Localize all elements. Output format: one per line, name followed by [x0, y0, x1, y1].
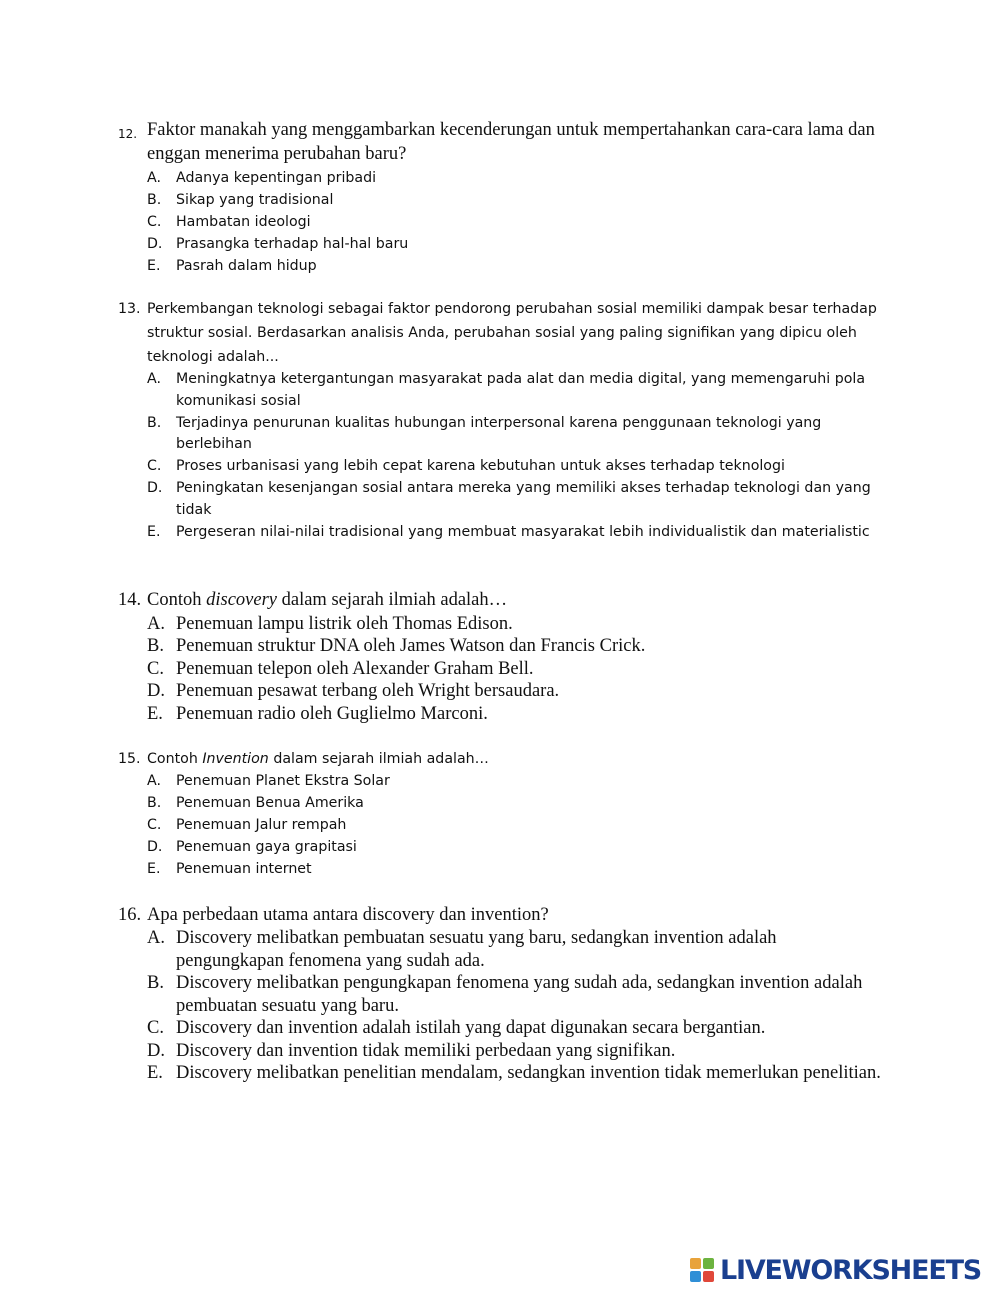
question-number: 15. [118, 751, 141, 767]
option-b[interactable]: B. Sikap yang tradisional [147, 192, 334, 208]
question-16 [118, 903, 888, 1085]
option-d[interactable]: D. Discovery dan invention tidak memiliki perbedaan yang signifikan. [147, 1040, 676, 1061]
italic-term: discovery [206, 590, 277, 610]
question-15 [118, 748, 888, 880]
question-13 [118, 297, 888, 544]
question-text: Contoh discovery dalam sejarah ilmiah adalah… [147, 590, 508, 610]
option-d[interactable]: D. Penemuan pesawat terbang oleh Wright bersaudara. [147, 681, 560, 701]
logo-square [703, 1258, 714, 1269]
option-d[interactable]: D. Prasangka terhadap hal-hal baru [147, 236, 409, 252]
option-c[interactable]: C. Discovery dan invention adalah istilah yang dapat digunakan secara bergantian. [147, 1018, 766, 1038]
option-a[interactable]: A. Meningkatnya ketergantungan masyarakat pada alat dan media digital, yang memengaruhi pola komunikasi sosial [147, 371, 866, 409]
option-d[interactable]: D. Peningkatan kesenjangan sosial antara mereka yang memiliki akses terhadap teknologi dan yang tidak [147, 480, 871, 518]
option-a[interactable]: A. Adanya kepentingan pribadi [147, 170, 377, 186]
option-b[interactable]: B. Penemuan Benua Amerika [147, 795, 364, 811]
option-d[interactable]: D. Penemuan gaya grapitasi [147, 839, 357, 855]
option-e[interactable]: E. Pergeseran nilai-nilai tradisional yang membuat masyarakat lebih individualistik dan materialistic [147, 523, 870, 540]
option-c[interactable]: C. Hambatan ideologi [147, 214, 311, 230]
logo-text: LIVEWORKSHEETS [720, 1254, 982, 1286]
question-text: Apa perbedaan utama antara discovery dan invention? [147, 905, 549, 925]
option-e[interactable]: E. Penemuan radio oleh Guglielmo Marconi. [147, 703, 488, 724]
question-text: Contoh Invention dalam sejarah ilmiah adalah… [147, 751, 489, 767]
question-text: Faktor manakah yang menggambarkan kecenderungan untuk mempertahankan cara-cara lama dan enggan menerima perubahan baru? [147, 120, 875, 164]
logo-square [703, 1271, 714, 1282]
liveworksheets-logo[interactable] [690, 1254, 981, 1286]
option-c[interactable]: C. Penemuan Jalur rempah [147, 817, 347, 833]
italic-term: Invention [202, 751, 269, 767]
option-c[interactable]: C. Proses urbanisasi yang lebih cepat karena kebutuhan untuk akses terhadap teknologi [147, 458, 785, 474]
option-e[interactable]: E. Discovery melibatkan penelitian mendalam, sedangkan invention tidak memerlukan penelitian. [147, 1063, 881, 1083]
option-c[interactable]: C. Penemuan telepon oleh Alexander Graham Bell. [147, 658, 534, 679]
question-number: 12. [118, 127, 138, 141]
question-number: 16. [118, 905, 142, 925]
option-a[interactable]: A. Penemuan lampu listrik oleh Thomas Edison. [147, 613, 513, 634]
logo-square [690, 1271, 701, 1282]
question-number: 13. [118, 301, 141, 317]
option-b[interactable]: B. Discovery melibatkan pengungkapan fenomena yang sudah ada, sedangkan invention adalah pembuatan sesuatu yang baru. [147, 973, 863, 1016]
logo-square [690, 1258, 701, 1269]
option-e[interactable]: E. Penemuan internet [147, 861, 312, 877]
option-e[interactable]: E. Pasrah dalam hidup [147, 258, 317, 274]
question-text: Perkembangan teknologi sebagai faktor pendorong perubahan sosial memiliki dampak besar terhadap struktur sosial. Berdasarkan analisis Anda, perubahan sosial yang paling signifikan yang dipicu oleh teknologi adalah... [147, 301, 877, 365]
option-b[interactable]: B. Terjadinya penurunan kualitas hubungan interpersonal karena penggunaan teknologi yang berlebihan [147, 414, 822, 452]
question-14 [118, 589, 888, 725]
option-a[interactable]: A. Discovery melibatkan pembuatan sesuatu yang baru, sedangkan invention adalah pengungkapan fenomena yang sudah ada. [147, 928, 777, 971]
question-12 [118, 118, 888, 277]
question-number: 14. [118, 590, 142, 610]
logo-squares-icon [690, 1258, 714, 1282]
option-b[interactable]: B. Penemuan struktur DNA oleh James Watson dan Francis Crick. [147, 636, 646, 656]
option-a[interactable]: A. Penemuan Planet Ekstra Solar [147, 773, 390, 789]
